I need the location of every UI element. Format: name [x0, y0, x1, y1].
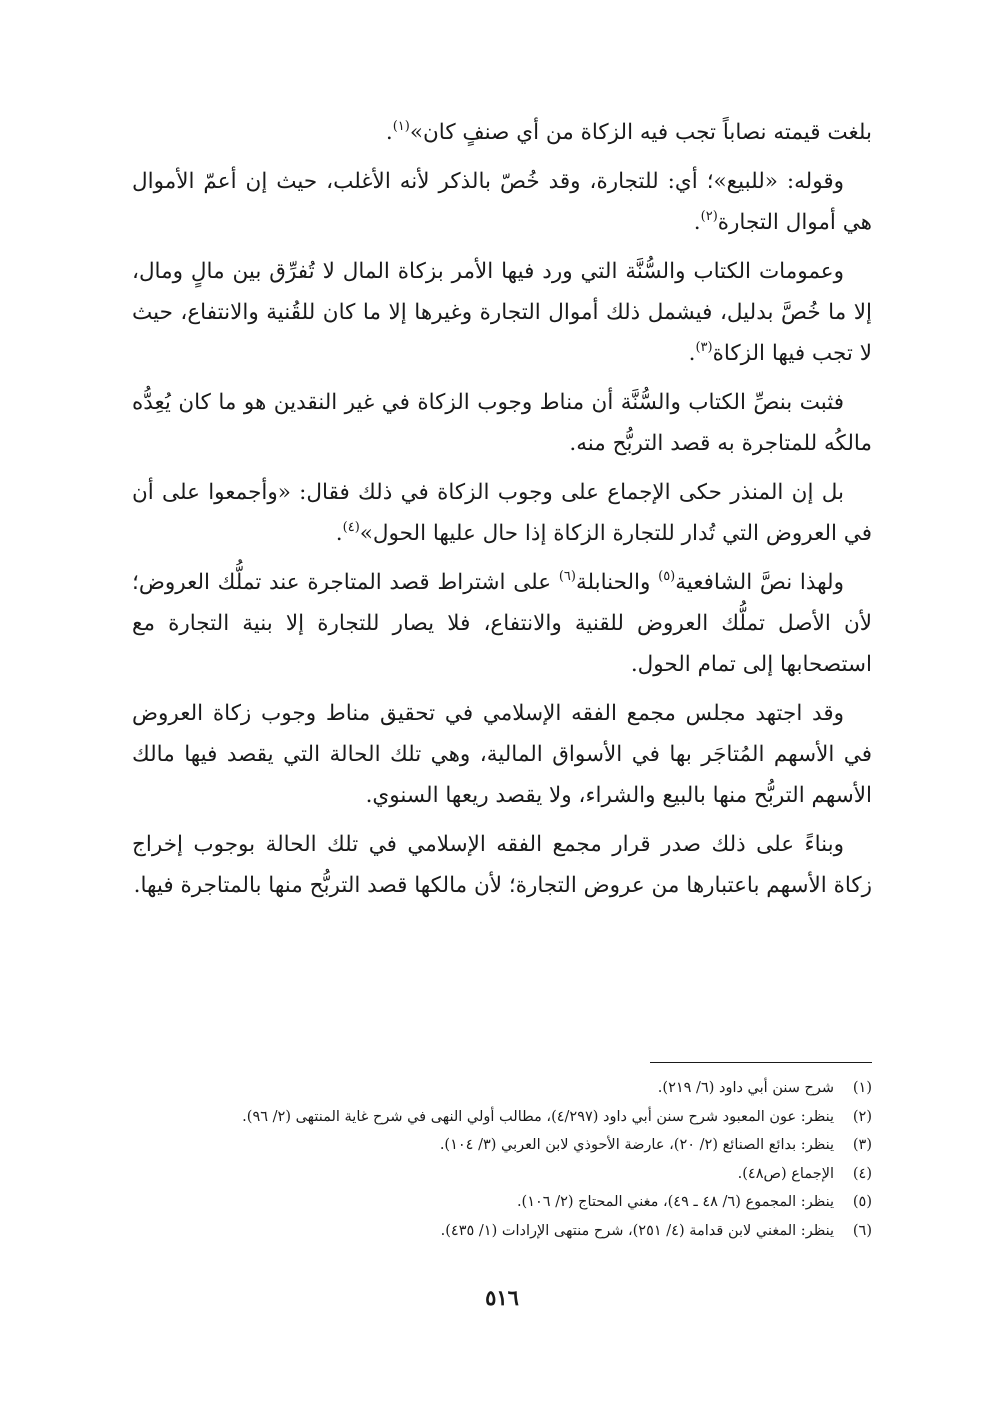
footnote-ref-6[interactable]: (٦) — [558, 569, 576, 584]
paragraph-1: بلغت قيمته نصاباً تجب فيه الزكاة من أي صنفٍ كان»$^{(١)}$. — [385, 119, 872, 145]
footnote-ref-2[interactable]: (٢) — [700, 209, 718, 224]
footnote-number: (٤) — [852, 1165, 872, 1182]
page-number: ٥١٦ — [485, 1285, 519, 1310]
footnote-text: ينظر: المجموع (٦/ ٤٨ ـ ٤٩)، مغني المحتاج (٢/ ١٠٦). — [516, 1194, 834, 1211]
footnote-text: شرح سنن أبي داود (٦/ ٢١٩). — [657, 1080, 834, 1096]
footnote-number: (٥) — [852, 1194, 872, 1211]
footnote-number: (٢) — [852, 1108, 872, 1125]
footnote-4 — [132, 1160, 872, 1189]
footnote-number: (٣) — [852, 1137, 872, 1154]
page-body — [132, 112, 872, 914]
footnotes — [132, 1074, 872, 1246]
footnote-text: ينظر: المغني لابن قدامة (٤/ ٢٥١)، شرح منتهى الإرادات (١/ ٤٣٥). — [440, 1222, 834, 1239]
paragraph-2: وقوله: «للبيع»؛ أي: للتجارة، وقد خُصّ بالذكر لأنه الأغلب، حيث إن أعمّ الأموال هي أموال التجارة$^{(٢)}$. — [132, 169, 872, 235]
footnote-number: (٦) — [852, 1222, 872, 1239]
footnote-6 — [132, 1217, 872, 1246]
footnote-ref-5[interactable]: (٥) — [658, 569, 676, 584]
footnote-3 — [132, 1131, 872, 1160]
footnote-text: ينظر: بدائع الصنائع (٢/ ٢٠)، عارضة الأحوذي لابن العربي (٣/ ١٠٤). — [439, 1137, 834, 1154]
footnote-ref-4[interactable]: (٤) — [342, 520, 360, 535]
footnote-ref-1[interactable]: (١) — [392, 119, 410, 134]
footnote-text: الإجماع (ص٤٨). — [737, 1165, 834, 1182]
paragraph-5: بل إن المنذر حكى الإجماع على وجوب الزكاة في ذلك فقال: «وأجمعوا على أن في العروض التي تُدار للتجارة الزكاة إذا حال عليها الحول»$^{(٤)}$. — [132, 480, 872, 546]
paragraph-6: ولهذا نصَّ الشافعية$^{(٥)}$ والحنابلة$^{(٦)}$ على اشتراط قصد المتاجرة عند تملُّك العروض؛ لأن الأصل تملُّك العروض للقنية والانتفاع، فلا يصار للتجارة إلا بنية التجارة مع استصحابها إلى تمام الحول. — [132, 569, 872, 677]
footnote-separator — [650, 1062, 872, 1063]
paragraph-3: وعمومات الكتاب والسُّنَّة التي ورد فيها الأمر بزكاة المال لا تُفرِّق بين مالٍ ومال، إلا ما خُصَّ بدليل، فيشمل ذلك أموال التجارة وغيرها إلا ما كان للقُنية والانتفاع، حيث لا تجب فيها الزكاة$^{(٣)}$. — [132, 259, 872, 366]
footnote-text: ينظر: عون المعبود شرح سنن أبي داود (٤/٢٩٧)، مطالب أولي النهى في شرح غاية المنتهى (٢/ ٩٦). — [242, 1108, 834, 1125]
footnote-5 — [132, 1188, 872, 1217]
footnote-number: (١) — [852, 1080, 872, 1096]
paragraph-8: وبناءً على ذلك صدر قرار مجمع الفقه الإسلامي في تلك الحالة بوجوب إخراج زكاة الأسهم باعتبارها من عروض التجارة؛ لأن مالكها قصد التربُّح منها بالمتاجرة فيها. — [132, 832, 872, 898]
paragraph-7: وقد اجتهد مجلس مجمع الفقه الإسلامي في تحقيق مناط وجوب زكاة العروض في الأسهم المُتاجَر بها في الأسواق المالية، وهي تلك الحالة التي يقصد فيها مالك الأسهم التربُّح منها بالبيع والشراء، ولا يقصد ريعها السنوي. — [132, 701, 872, 808]
footnote-1 — [132, 1074, 872, 1103]
paragraph-4: فثبت بنصِّ الكتاب والسُّنَّة أن مناط وجوب الزكاة في غير النقدين هو ما كان يُعِدُّه مالكُه للمتاجرة به قصد التربُّح منه. — [132, 390, 872, 456]
footnote-2 — [132, 1103, 872, 1132]
footnote-ref-3[interactable]: (٣) — [695, 340, 713, 355]
